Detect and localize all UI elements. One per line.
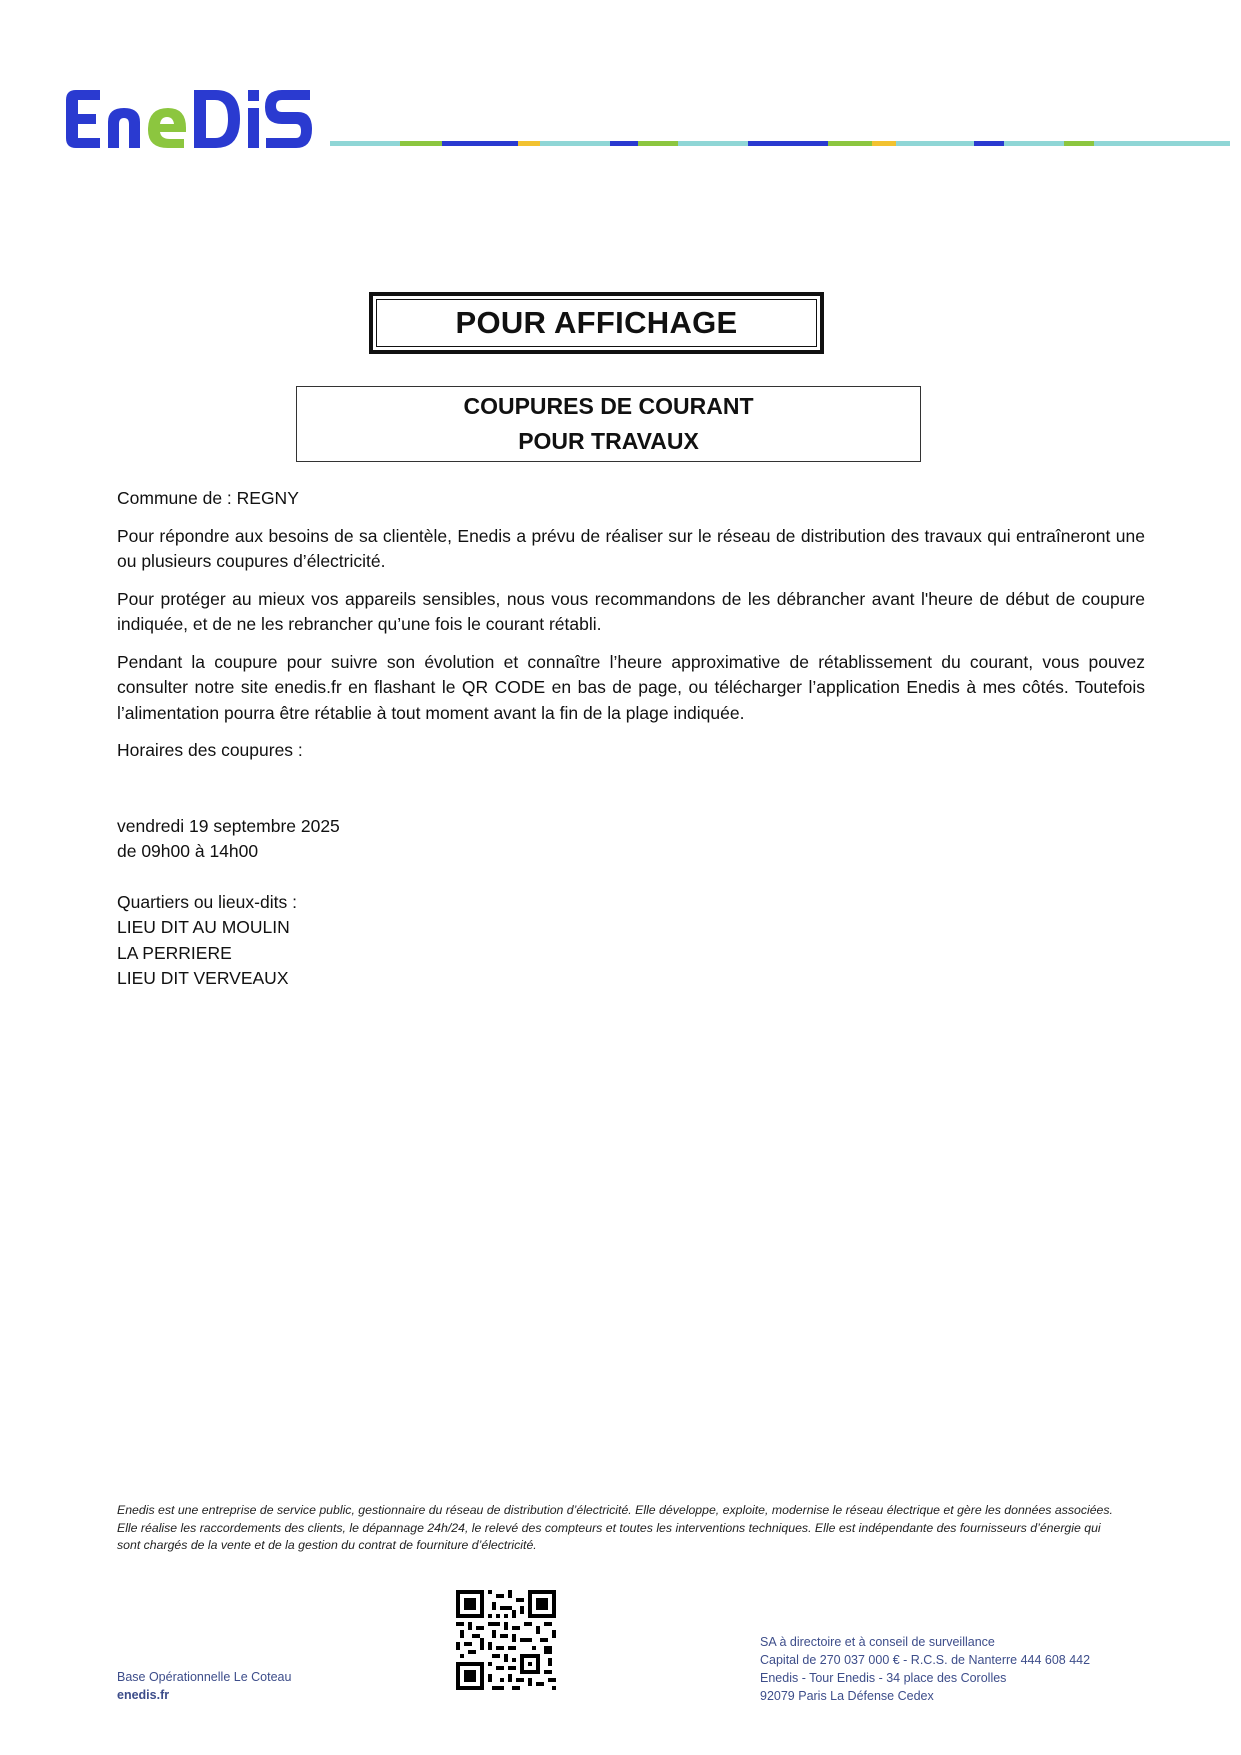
notice-subtitle-line2: POUR TRAVAUX — [518, 428, 699, 454]
notice-title-frame — [369, 292, 824, 354]
places-heading: Quartiers ou lieux-dits : — [117, 891, 297, 912]
paragraph-works: Pour répondre aux besoins de sa clientèle, Enedis a prévu de réaliser sur le réseau de distribution des travaux qui entraîneront une ou plusieurs coupures d’électricité. — [117, 525, 1145, 571]
qr-code[interactable] — [456, 1590, 556, 1690]
website-link[interactable]: enedis.fr — [117, 1688, 170, 1702]
outage-time-range: de 09h00 à 14h00 — [117, 841, 259, 861]
company-line: Capital de 270 037 000 € - R.C.S. de Nanterre 444 608 442 — [760, 1653, 1091, 1667]
notice-subtitle-line1: COUPURES DE COURANT — [463, 393, 754, 419]
enedis-logo — [60, 84, 322, 154]
schedule-heading: Horaires des coupures : — [117, 740, 303, 760]
brand-stripe — [330, 141, 1230, 146]
company-line: Enedis - Tour Enedis - 34 place des Corolles — [760, 1671, 1007, 1685]
company-info — [760, 1633, 1090, 1705]
notice-title: POUR AFFICHAGE — [376, 299, 817, 347]
commune-line: Commune de : REGNY — [117, 488, 299, 508]
notice-body — [117, 486, 1145, 992]
outage-date: vendredi 19 septembre 2025 — [117, 815, 340, 836]
place-item: LIEU DIT VERVEAUX — [117, 968, 289, 988]
place-item: LIEU DIT AU MOULIN — [117, 917, 290, 937]
paragraph-follow-up: Pendant la coupure pour suivre son évolution et connaître l’heure approximative de rétablissement du courant, vous pouvez consulter notre site enedis.fr en flashant le QR CODE en bas de page, ou télécharger l’application Enedis à mes côtés. Toutefois l’alimentation pourra être rétablie à tout moment avant la fin de la plage indiquée. — [117, 651, 1145, 723]
company-line: 92079 Paris La Défense Cedex — [760, 1689, 934, 1703]
base-operationnelle: Base Opérationnelle Le Coteau — [117, 1670, 292, 1684]
notice-subtitle-frame — [296, 386, 921, 462]
company-line: SA à directoire et à conseil de surveillance — [760, 1635, 995, 1649]
place-item: LA PERRIERE — [117, 942, 232, 963]
footer-left — [117, 1668, 291, 1704]
paragraph-protection: Pour protéger au mieux vos appareils sensibles, nous vous recommandons de les débrancher avant l'heure de début de coupure indiquée, et de ne les rebrancher qu’une fois le courant rétabli. — [117, 588, 1145, 634]
legal-notice: Enedis est une entreprise de service public, gestionnaire du réseau de distribution d’électricité. Elle développe, exploite, modernise le réseau électrique et gère les données associées. Elle réalise les raccordements des clients, le dépannage 24h/24, le relevé des compteurs et toutes les interventions techniques. Elle est indépendante des fournisseurs d’énergie qui sont chargés de la vente et de la gestion du contrat de fourniture d’électricité. — [117, 1503, 1113, 1552]
